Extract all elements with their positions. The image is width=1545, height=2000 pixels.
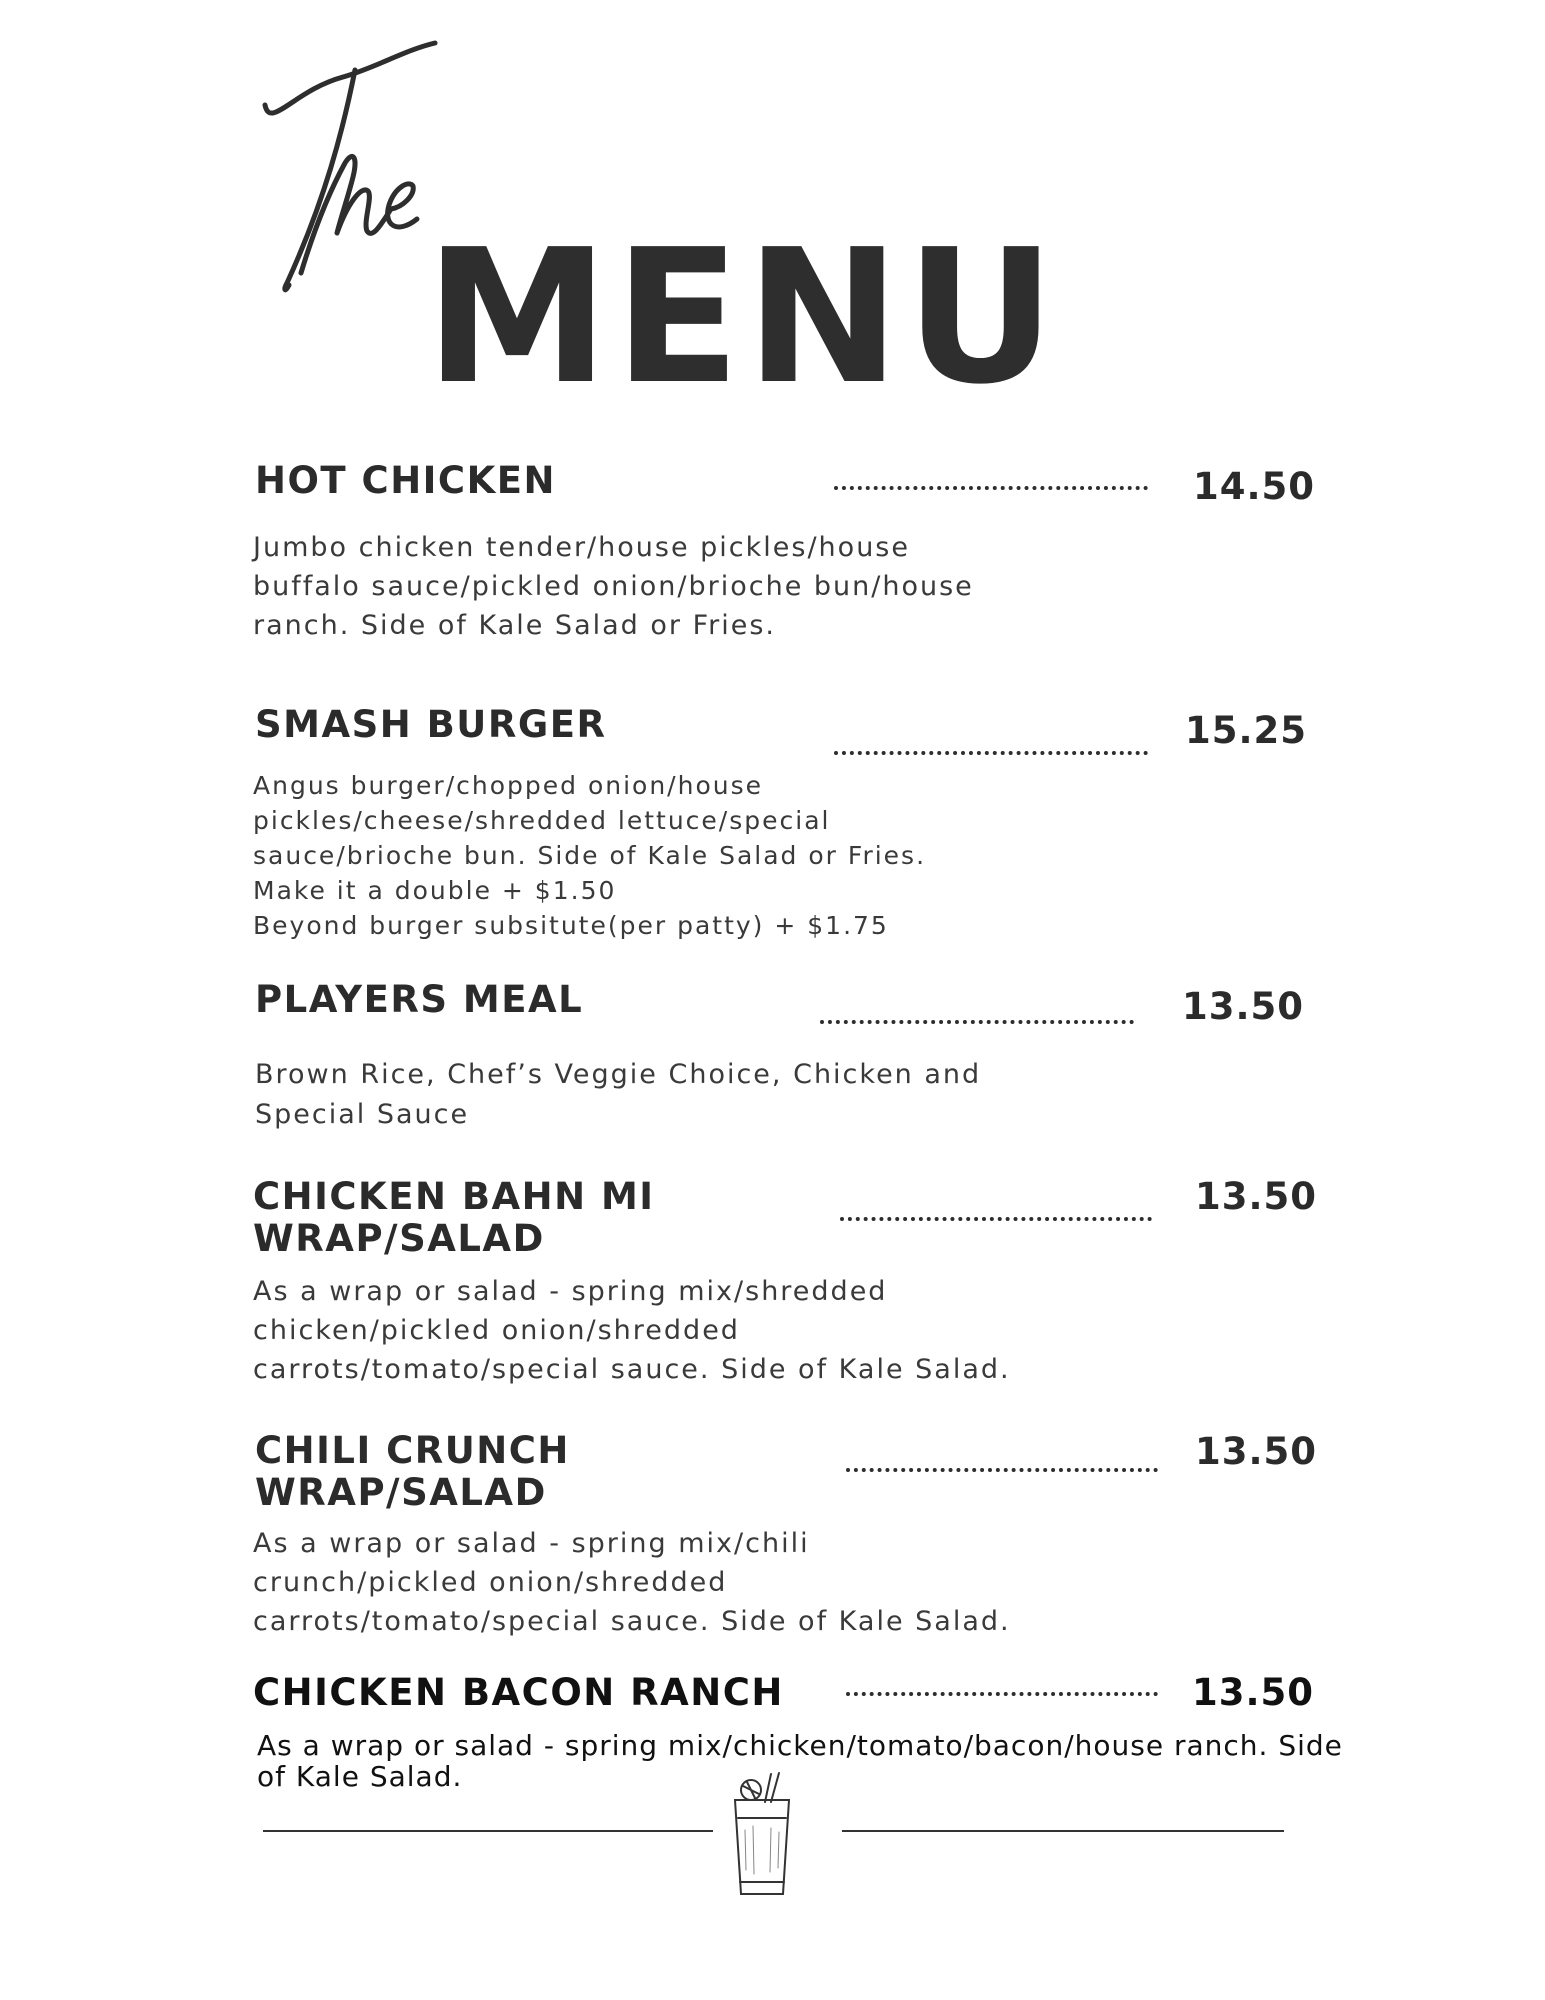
desc-line: As a wrap or salad - spring mix/chicken/tomato/bacon/house ranch. Side — [257, 1729, 1343, 1762]
item-name-chili-crunch — [255, 1430, 570, 1514]
price-leader-dots — [820, 1020, 1134, 1024]
drink-glass-icon — [727, 1770, 797, 1900]
footer-divider-right — [842, 1830, 1284, 1832]
price-leader-dots — [834, 486, 1148, 490]
item-name-line: SMASH BURGER — [255, 703, 607, 746]
desc-line: crunch/pickled onion/shredded — [253, 1567, 728, 1598]
item-price-chili-crunch: 13.50 — [1195, 1430, 1318, 1473]
item-price-players-meal: 13.50 — [1182, 985, 1305, 1028]
item-name-line: CHICKEN BACON RANCH — [253, 1671, 784, 1714]
item-desc-hot-chicken — [253, 528, 974, 645]
item-price-chicken-bacon-ranch: 13.50 — [1192, 1671, 1315, 1714]
item-name-line: WRAP/SALAD — [253, 1217, 545, 1260]
desc-line: carrots/tomato/special sauce. Side of Kale Salad. — [253, 1354, 1011, 1385]
desc-line: Brown Rice, Chef’s Veggie Choice, Chicken and — [255, 1059, 982, 1090]
desc-line: ranch. Side of Kale Salad or Fries. — [253, 610, 777, 641]
desc-line: Angus burger/chopped onion/house — [253, 771, 763, 800]
desc-line: pickles/cheese/shredded lettuce/special — [253, 806, 831, 835]
desc-line: Jumbo chicken tender/house pickles/house — [253, 532, 910, 563]
item-desc-chicken-bahn-mi — [253, 1272, 1011, 1389]
footer-divider-left — [263, 1830, 713, 1832]
desc-line: sauce/brioche bun. Side of Kale Salad or Fries. — [253, 841, 927, 870]
item-name-smash-burger — [255, 704, 606, 745]
desc-line: Special Sauce — [255, 1099, 470, 1130]
item-price-smash-burger: 15.25 — [1185, 709, 1308, 752]
item-name-line: PLAYERS MEAL — [255, 978, 584, 1021]
item-price-chicken-bahn-mi: 13.50 — [1195, 1175, 1318, 1218]
item-desc-players-meal — [255, 1055, 981, 1135]
item-desc-smash-burger — [253, 768, 926, 943]
item-name-chicken-bahn-mi — [253, 1176, 655, 1260]
item-price-hot-chicken: 14.50 — [1193, 465, 1316, 508]
menu-title: MENU — [425, 209, 1061, 425]
price-leader-dots — [840, 1217, 1152, 1221]
item-name-line: HOT CHICKEN — [255, 459, 556, 502]
item-name-line: WRAP/SALAD — [255, 1471, 547, 1514]
desc-line: As a wrap or salad - spring mix/chili — [253, 1528, 810, 1559]
desc-line: Beyond burger subsitute(per patty) + $1.75 — [253, 911, 889, 940]
desc-line: of Kale Salad. — [257, 1760, 463, 1793]
item-name-hot-chicken — [255, 460, 556, 501]
item-name-line: CHICKEN BAHN MI — [253, 1175, 655, 1218]
desc-line: buffalo sauce/pickled onion/brioche bun/house — [253, 571, 974, 602]
item-name-chicken-bacon-ranch — [253, 1672, 784, 1713]
desc-line: carrots/tomato/special sauce. Side of Kale Salad. — [253, 1606, 1011, 1637]
desc-line: Make it a double + $1.50 — [253, 876, 617, 905]
price-leader-dots — [834, 751, 1148, 755]
item-name-players-meal — [255, 979, 583, 1020]
price-leader-dots — [846, 1468, 1158, 1472]
desc-line: chicken/pickled onion/shredded — [253, 1315, 740, 1346]
price-leader-dots — [846, 1692, 1158, 1696]
item-name-line: CHILI CRUNCH — [255, 1429, 570, 1472]
item-desc-chicken-bacon-ranch — [257, 1730, 1343, 1792]
item-desc-chili-crunch — [253, 1524, 1011, 1641]
desc-line: As a wrap or salad - spring mix/shredded — [253, 1276, 888, 1307]
